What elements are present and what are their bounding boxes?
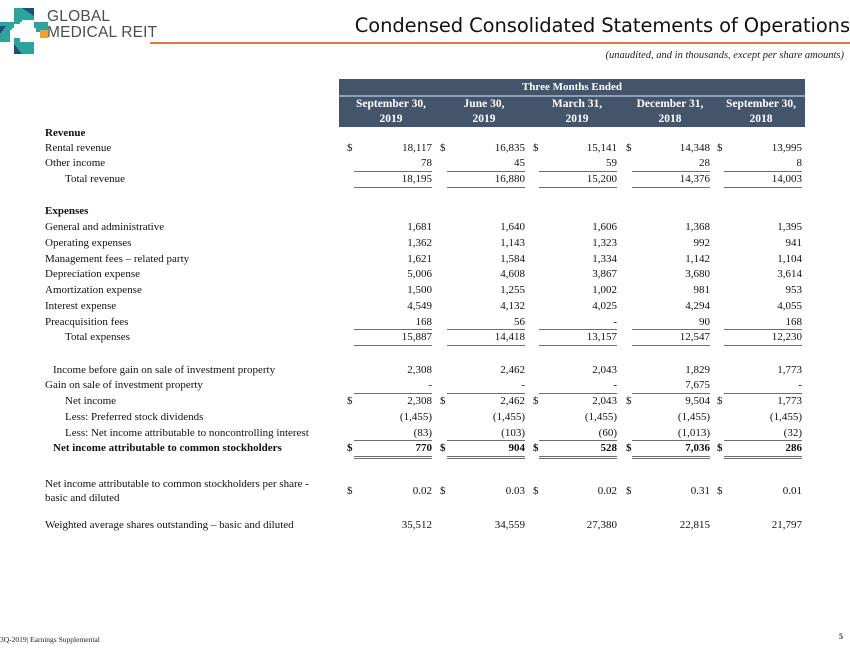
subtotal-rule — [354, 440, 432, 441]
cell-value: 992 — [693, 237, 710, 249]
cell-value: 8 — [796, 157, 802, 169]
total-double-rule — [724, 456, 802, 459]
cell-value: 168 — [785, 316, 802, 328]
cell-value: (1,455) — [492, 411, 525, 423]
cell-value: 14,418 — [494, 331, 525, 343]
table-row — [0, 395, 850, 411]
cell-value: 59 — [606, 157, 617, 169]
subtotal-rule — [539, 187, 617, 188]
cell-value: 2,043 — [592, 395, 617, 407]
subtotal-rule — [724, 187, 802, 188]
page-title: Condensed Consolidated Statements of Operations — [354, 14, 850, 37]
table-row — [0, 284, 850, 300]
cell-value: 1,500 — [407, 284, 432, 296]
table-row — [0, 519, 850, 535]
cell-value: (103) — [501, 427, 525, 439]
cell-value: 1,362 — [407, 237, 432, 249]
cell-value: 15,200 — [586, 173, 617, 185]
row-label: Rental revenue — [45, 142, 112, 154]
page-number: 5 — [839, 632, 843, 641]
cell-value: 14,376 — [679, 173, 710, 185]
cell-value: 4,549 — [407, 300, 432, 312]
currency-symbol: $ — [440, 142, 446, 154]
row-label: Operating expenses — [45, 237, 132, 249]
subtotal-rule — [354, 393, 432, 394]
cell-value: 13,995 — [771, 142, 802, 154]
cell-value: 1,395 — [777, 221, 802, 233]
currency-symbol: $ — [533, 485, 539, 497]
currency-symbol: $ — [626, 442, 632, 454]
cell-value: (1,455) — [677, 411, 710, 423]
cell-value: (32) — [783, 427, 802, 439]
subtotal-rule — [447, 345, 525, 346]
row-label: Gain on sale of investment property — [45, 379, 203, 391]
group-header: Three Months Ended — [521, 81, 623, 93]
cell-value: 34,559 — [494, 519, 525, 531]
table-row — [0, 173, 850, 189]
cell-value: 7,036 — [685, 442, 710, 454]
cell-value: 4,294 — [685, 300, 710, 312]
subtotal-rule — [354, 329, 432, 330]
row-label: Total revenue — [65, 173, 126, 185]
subtotal-rule — [724, 440, 802, 441]
cell-value: 1,002 — [592, 284, 617, 296]
currency-symbol: $ — [626, 395, 632, 407]
row-label: Preacquisition fees — [45, 316, 129, 328]
footer-label: 3Q-2019| Earnings Supplemental — [0, 635, 100, 644]
cell-value: (1,013) — [677, 427, 710, 439]
cell-value: 1,773 — [777, 364, 802, 376]
table-row — [0, 221, 850, 237]
currency-symbol: $ — [717, 485, 723, 497]
cell-value: 1,621 — [407, 253, 432, 265]
cell-value: 770 — [415, 442, 432, 454]
cell-value: 16,880 — [494, 173, 525, 185]
row-label: Weighted average shares outstanding – basic and diluted — [45, 519, 294, 531]
cell-value: 1,681 — [407, 221, 432, 233]
subtotal-rule — [724, 345, 802, 346]
table-row — [0, 442, 850, 458]
cell-value: 12,547 — [679, 331, 710, 343]
cell-value: (1,455) — [769, 411, 802, 423]
cell-value: 4,025 — [592, 300, 617, 312]
currency-symbol: $ — [626, 485, 632, 497]
cell-value: - — [798, 379, 802, 391]
subtotal-rule — [539, 171, 617, 172]
cell-value: 12,230 — [771, 331, 802, 343]
cell-value: 0.01 — [782, 485, 802, 497]
total-double-rule — [632, 456, 710, 459]
cell-value: 28 — [699, 157, 710, 169]
cell-value: - — [613, 316, 617, 328]
column-header: December 31, 2018 — [636, 98, 704, 125]
table-row — [0, 331, 850, 347]
cell-value: 78 — [421, 157, 432, 169]
brand-line-2: MEDICAL REIT — [47, 24, 158, 41]
table-header — [339, 79, 805, 127]
currency-symbol: $ — [347, 442, 353, 454]
brand-name — [47, 9, 157, 41]
header-accent-rule — [150, 42, 850, 44]
total-double-rule — [447, 456, 525, 459]
row-label: Depreciation expense — [45, 268, 140, 280]
subtotal-rule — [354, 171, 432, 172]
subtotal-rule — [724, 329, 802, 330]
section-heading-row — [0, 205, 850, 221]
cell-value: 45 — [514, 157, 525, 169]
cell-value: (1,455) — [399, 411, 432, 423]
cell-value: 4,132 — [500, 300, 525, 312]
row-label: Less: Preferred stock dividends — [65, 411, 204, 423]
currency-symbol: $ — [717, 395, 723, 407]
table-row — [0, 142, 850, 158]
cell-value: 1,255 — [500, 284, 525, 296]
cell-value: 0.03 — [505, 485, 525, 497]
row-label: Income before gain on sale of investment property — [53, 364, 276, 376]
subtotal-rule — [724, 393, 802, 394]
row-label: Management fees – related party — [45, 253, 190, 265]
table-row — [0, 268, 850, 284]
subtotal-rule — [539, 440, 617, 441]
currency-symbol: $ — [440, 442, 446, 454]
cell-value: 4,055 — [777, 300, 802, 312]
table-row — [0, 300, 850, 316]
cell-value: - — [428, 379, 432, 391]
cell-value: (1,455) — [584, 411, 617, 423]
cell-value: 3,680 — [685, 268, 710, 280]
currency-symbol: $ — [440, 485, 446, 497]
cell-value: 0.02 — [412, 485, 432, 497]
row-label: Net income — [65, 395, 117, 407]
total-double-rule — [539, 456, 617, 459]
currency-symbol: $ — [440, 395, 446, 407]
cell-value: 528 — [600, 442, 617, 454]
cell-value: 1,829 — [685, 364, 710, 376]
table-row — [0, 237, 850, 253]
cell-value: 18,195 — [401, 173, 432, 185]
column-header: September 30, 2018 — [725, 98, 797, 125]
cell-value: 2,043 — [592, 364, 617, 376]
cell-value: 18,117 — [402, 142, 432, 154]
cell-value: 1,334 — [592, 253, 617, 265]
cell-value: 3,867 — [592, 268, 617, 280]
cell-value: 27,380 — [586, 519, 617, 531]
cell-value: 1,142 — [685, 253, 710, 265]
cell-value: 15,141 — [586, 142, 617, 154]
subtotal-rule — [539, 393, 617, 394]
subtotal-rule — [447, 440, 525, 441]
cell-value: 14,348 — [679, 142, 710, 154]
subtotal-rule — [354, 187, 432, 188]
page-subtitle: (unaudited, and in thousands, except per share amounts) — [605, 50, 844, 61]
table-row — [0, 253, 850, 269]
subtotal-rule — [447, 393, 525, 394]
cell-value: 0.31 — [690, 485, 710, 497]
cell-value: 5,006 — [407, 268, 432, 280]
row-label: Net income attributable to common stockholders per share - — [45, 478, 309, 490]
row-label: Amortization expense — [45, 284, 142, 296]
cell-value: 0.02 — [597, 485, 617, 497]
cell-value: 15,887 — [401, 331, 432, 343]
section-heading: Revenue — [45, 127, 86, 139]
currency-symbol: $ — [347, 485, 353, 497]
currency-symbol: $ — [347, 142, 353, 154]
cell-value: 13,157 — [586, 331, 617, 343]
global-medical-reit-logo-icon — [0, 8, 48, 54]
row-label-continued: basic and diluted — [45, 492, 120, 504]
cell-value: 2,308 — [407, 395, 432, 407]
currency-symbol: $ — [347, 395, 353, 407]
cell-value: 4,608 — [500, 268, 525, 280]
table-row — [0, 478, 850, 510]
cell-value: 904 — [508, 442, 525, 454]
cell-value: - — [521, 379, 525, 391]
cell-value: 953 — [785, 284, 802, 296]
cell-value: 1,143 — [500, 237, 525, 249]
subtotal-rule — [632, 329, 710, 330]
subtotal-rule — [632, 393, 710, 394]
currency-symbol: $ — [717, 142, 723, 154]
cell-value: 1,104 — [777, 253, 802, 265]
row-label: Net income attributable to common stockholders — [53, 442, 282, 454]
currency-symbol: $ — [626, 142, 632, 154]
cell-value: 2,308 — [407, 364, 432, 376]
subtotal-rule — [447, 187, 525, 188]
cell-value: 1,773 — [777, 395, 802, 407]
cell-value: 1,584 — [500, 253, 525, 265]
row-label: General and administrative — [45, 221, 165, 233]
subtotal-rule — [539, 329, 617, 330]
cell-value: 56 — [514, 316, 525, 328]
subtotal-rule — [632, 171, 710, 172]
cell-value: (60) — [598, 427, 617, 439]
column-header: September 30, 2019 — [355, 98, 427, 125]
row-label: Other income — [45, 157, 106, 169]
subtotal-rule — [632, 345, 710, 346]
column-header: March 31, 2019 — [551, 98, 603, 125]
subtotal-rule — [447, 329, 525, 330]
table-row — [0, 411, 850, 427]
cell-value: 2,462 — [500, 395, 525, 407]
section-heading-row — [0, 127, 850, 143]
subtotal-rule — [724, 171, 802, 172]
cell-value: (83) — [413, 427, 432, 439]
row-label: Interest expense — [45, 300, 117, 312]
cell-value: 1,640 — [500, 221, 525, 233]
table-row — [0, 364, 850, 380]
cell-value: 2,462 — [500, 364, 525, 376]
subtotal-rule — [632, 440, 710, 441]
cell-value: 981 — [693, 284, 710, 296]
currency-symbol: $ — [533, 142, 539, 154]
cell-value: 7,675 — [685, 379, 710, 391]
cell-value: 286 — [785, 442, 802, 454]
cell-value: 35,512 — [401, 519, 432, 531]
total-double-rule — [354, 456, 432, 459]
cell-value: 90 — [699, 316, 710, 328]
row-label: Total expenses — [65, 331, 130, 343]
cell-value: 9,504 — [685, 395, 710, 407]
cell-value: 3,614 — [777, 268, 802, 280]
cell-value: 14,003 — [771, 173, 802, 185]
cell-value: 21,797 — [771, 519, 802, 531]
cell-value: 22,815 — [679, 519, 710, 531]
subtotal-rule — [632, 187, 710, 188]
cell-value: - — [613, 379, 617, 391]
section-heading: Expenses — [45, 205, 89, 217]
cell-value: 1,368 — [685, 221, 710, 233]
currency-symbol: $ — [533, 442, 539, 454]
brand-line-1: GLOBAL — [47, 8, 111, 25]
cell-value: 1,606 — [592, 221, 617, 233]
cell-value: 1,323 — [592, 237, 617, 249]
currency-symbol: $ — [717, 442, 723, 454]
currency-symbol: $ — [533, 395, 539, 407]
subtotal-rule — [539, 345, 617, 346]
row-label: Less: Net income attributable to noncontrolling interest — [65, 427, 309, 439]
cell-value: 168 — [415, 316, 432, 328]
cell-value: 941 — [785, 237, 802, 249]
subtotal-rule — [447, 171, 525, 172]
subtotal-rule — [354, 345, 432, 346]
cell-value: 16,835 — [494, 142, 525, 154]
column-header: June 30, 2019 — [463, 98, 505, 125]
